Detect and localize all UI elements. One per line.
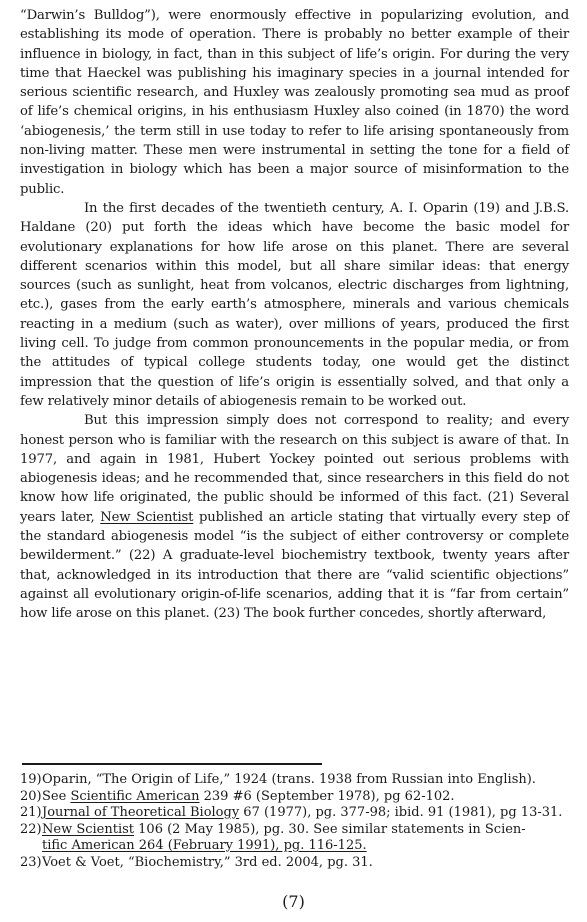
footnote-continuation: tific American 264 (February 1991), pg. 116-125. — [42, 838, 367, 853]
footnote-21 — [20, 805, 570, 822]
footnote-text: See — [42, 788, 71, 804]
footnote-text: 239 #6 (September 1978), pg 62-102. — [199, 788, 455, 804]
footnote-text: Voet & Voet, “Biochemistry,” 3rd ed. 2004, pg. 31. — [42, 854, 373, 870]
journal-title-new-scientist: New Scientist — [100, 509, 194, 525]
footnote-20 — [20, 789, 570, 806]
footnote-number: 21) — [20, 805, 42, 820]
footnote-number: 19) — [20, 772, 42, 787]
footnote-19 — [20, 772, 570, 789]
footnote-22 — [20, 822, 570, 855]
footnote-number: 22) — [20, 821, 42, 837]
footnote-text: 67 (1977), pg. 377-98; ibid. 91 (1981), pg 13-31. — [239, 805, 563, 820]
footnote-source-title: New Scientist — [42, 821, 135, 837]
footnote-23 — [20, 855, 570, 872]
footnote-number: 23) — [20, 854, 42, 870]
body-paragraph-3 — [20, 411, 569, 623]
footnotes — [20, 772, 570, 871]
body-paragraph-2: In the first decades of the twentieth century, A. I. Oparin (19) and J.B.S. Haldane (20) put forth the ideas which have become the basic model for evolutionary explanations for how life arose on this planet. There are several different scenarios within this model, but all share similar ideas: that energy sources (such as sunlight, heat from volcanos, electric discharges from lightning, etc.), gases from the early earth’s atmosphere, minerals and various chemicals reacting in a medium (such as water), over millions of years, produced the first living cell. To judge from common pronouncements in the popular media, or from the attitudes of typical college students today, one would get the distinct impression that the question of life’s origin is essentially solved, and that only a few relatively minor details of abiogenesis remain to be worked out. — [20, 200, 569, 409]
footnote-source-title: Scientific American — [70, 788, 200, 804]
footnote-text: Oparin, “The Origin of Life,” 1924 (trans. 1938 from Russian into English). — [42, 772, 536, 787]
paragraph-3-text-a: But this impression simply does not correspond to reality; and every honest person who is familiar with the research on this subject is aware of that. In 1977, and again in 1981, Hubert Yockey pointed out serious problems with abiogenesis ideas; and he recommended that, since researchers in this field do not know how life originated, the public should be informed of this fact. (21) Several years later, — [20, 413, 569, 525]
footnote-source-title: Journal of Theoretical Biology — [42, 805, 240, 820]
footnote-divider — [22, 763, 322, 765]
page-number: (7) — [282, 892, 305, 911]
footnote-number: 20) — [20, 788, 42, 804]
body-paragraph-1: “Darwin’s Bulldog”), were enormously effective in popularizing evolution, and establishing its mode of operation. There is probably no better example of their influence in biology, in fact, than in this subject of life’s origin. For during the very time that Haeckel was publishing his imaginary species in a journal intended for serious scientific research, and Huxley was zealously promoting sea mud as proof of life’s chemical origins, in his enthusiasm Huxley also coined (in 1870) the word ‘abiogenesis,’ the term still in use today to refer to life arising spontaneously from non-living matter. These men were instrumental in setting the tone for a field of investigation in biology which has been a major source of misinformation to the public. — [20, 8, 569, 197]
paragraph-3-text-b: published an article stating that virtually every step of the standard abiogenesis model “is the subject of either controversy or complete bewilderment.” (22) A graduate-level biochemistry textbook, twenty years after that, acknowledged in its introduction that there are “valid scientific objections” against all evolutionary origin-of-life scenarios, adding that it is “far from certain” how life arose on this planet. (23) The book further concedes, shortly afterward, — [20, 509, 569, 622]
footnote-text: 106 (2 May 1985), pg. 30. See similar statements in Scien- — [134, 821, 526, 837]
